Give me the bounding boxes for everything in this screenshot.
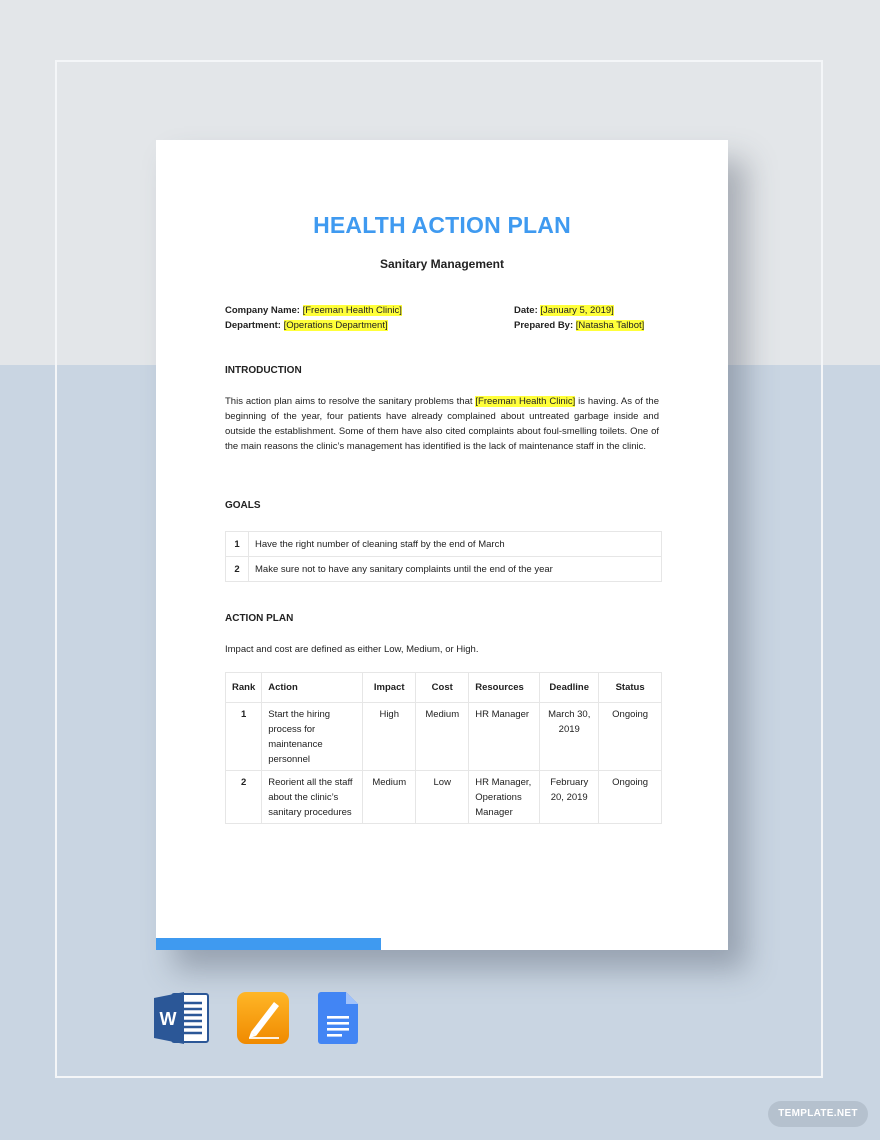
- column-header: Deadline: [540, 673, 599, 703]
- goal-text: Have the right number of cleaning staff by the end of March: [249, 532, 662, 557]
- accent-bar: [156, 938, 381, 950]
- cell-rank: 1: [226, 703, 262, 771]
- cell-status: Ongoing: [599, 771, 662, 824]
- cell-rank: 2: [226, 771, 262, 824]
- column-header: Cost: [416, 673, 469, 703]
- google-docs-icon[interactable]: [318, 992, 358, 1044]
- cell-action: Reorient all the staff about the clinic’s sanitary procedures: [262, 771, 363, 824]
- column-header: Action: [262, 673, 363, 703]
- intro-text-after: is having. As of the beginning of the year, four patients have already complained about untreated garbage inside and outside the establishment. Some of them have also cited complaints about foul-smelling toilets. One of the main reasons the clinic’s management has identified is the lack of maintenance staff in the clinic.: [225, 396, 659, 452]
- document-title: HEALTH ACTION PLAN: [313, 212, 571, 238]
- date-label: Date:: [514, 305, 538, 316]
- prepared-label: Prepared By:: [514, 319, 574, 331]
- cell-deadline: February 20, 2019: [540, 771, 599, 824]
- prepared-value: [Natasha Talbot]: [575, 319, 645, 331]
- cell-resources: HR Manager, Operations Manager: [469, 771, 540, 824]
- date-value: [January 5, 2019]: [540, 305, 614, 316]
- action-plan-heading: ACTION PLAN: [225, 613, 294, 624]
- column-header: Impact: [363, 673, 416, 703]
- cell-impact: Medium: [363, 771, 416, 824]
- document-page: [156, 140, 728, 950]
- word-letter: W: [159, 1009, 177, 1029]
- cell-action: Start the hiring process for maintenance personnel: [262, 703, 363, 771]
- goal-number: 1: [226, 532, 249, 557]
- intro-text-before: This action plan aims to resolve the sanitary problems that: [225, 396, 476, 407]
- introduction-heading: INTRODUCTION: [225, 365, 302, 376]
- cell-resources: HR Manager: [469, 703, 540, 771]
- table-row: [226, 771, 662, 824]
- introduction-text: [225, 394, 659, 454]
- cell-status: Ongoing: [599, 703, 662, 771]
- table-row: [226, 703, 662, 771]
- meta-left: [225, 304, 402, 333]
- company-value: [Freeman Health Clinic]: [302, 305, 402, 316]
- document-subtitle: Sanitary Management: [379, 257, 505, 271]
- cell-impact: High: [363, 703, 416, 771]
- goals-heading: GOALS: [225, 500, 261, 511]
- microsoft-word-icon[interactable]: [154, 992, 210, 1044]
- cell-cost: Low: [416, 771, 469, 824]
- column-header: Resources: [469, 673, 540, 703]
- goal-text: Make sure not to have any sanitary complaints until the end of the year: [249, 557, 662, 582]
- action-plan-note: Impact and cost are defined as either Low, Medium, or High.: [225, 644, 479, 655]
- goals-table: [225, 531, 662, 582]
- department-value: [Operations Department]: [283, 319, 388, 331]
- template-net-badge: TEMPLATE.NET: [768, 1101, 868, 1127]
- table-row: [226, 532, 662, 557]
- apple-pages-icon[interactable]: [237, 992, 289, 1044]
- action-plan-table: [225, 672, 662, 824]
- cell-cost: Medium: [416, 703, 469, 771]
- column-header: Status: [599, 673, 662, 703]
- department-label: Department:: [225, 319, 281, 331]
- cell-deadline: March 30, 2019: [540, 703, 599, 771]
- company-label: Company Name:: [225, 305, 300, 316]
- goal-number: 2: [226, 557, 249, 582]
- meta-right: [514, 304, 644, 333]
- intro-highlight: [Freeman Health Clinic]: [475, 396, 576, 407]
- table-header-row: [226, 673, 662, 703]
- column-header: Rank: [226, 673, 262, 703]
- table-row: [226, 557, 662, 582]
